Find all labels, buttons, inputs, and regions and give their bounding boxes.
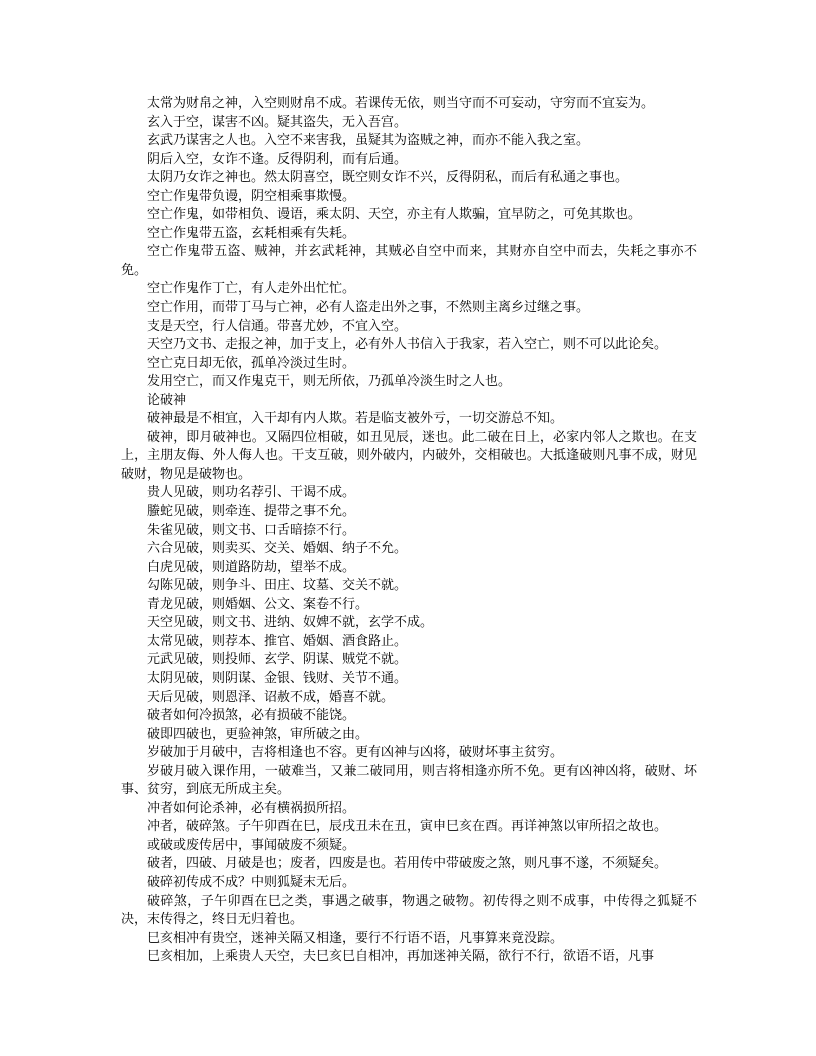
paragraph: 朱雀见破，则文书、口舌暗捺不行。	[147, 522, 356, 538]
paragraph: 贵人见破，则功名荐引、干谒不成。	[147, 485, 356, 501]
paragraph: 破神，即月破神也。又隔四位相破，如丑见辰，迷也。此二破在日上，必家内邻人之欺也。在支上，主朋友侮、外人侮人也。干支互破，则外破内，内破外，交相破也。大抵逢破则凡事不成，财见破财，物见是破物也。	[121, 429, 697, 482]
paragraph: 冲者，破碎煞。子午卯酉在巳，辰戌丑未在丑，寅申巳亥在酉。再详神煞以审所招之故也。	[147, 819, 668, 835]
paragraph: 青龙见破，则婚姻、公文、案卷不行。	[147, 596, 369, 612]
paragraph: 空亡作鬼，如带相负、谩语，乘太阴、天空，亦主有人欺骗，宜早防之，可免其欺也。	[147, 207, 642, 223]
paragraph: 论破神	[147, 392, 187, 408]
paragraph: 元武见破，则投师、玄学、阴谋、贼党不就。	[147, 652, 408, 668]
paragraph: 破神最是不相宜，入干却有内人欺。若是临支被外亏，一切交游总不知。	[147, 411, 564, 427]
paragraph: 玄武乃谋害之人也。入空不来害我，虽疑其为盗贼之神，而亦不能入我之室。	[147, 133, 590, 149]
paragraph: 勾陈见破，则争斗、田庄、坟墓、交关不就。	[147, 578, 408, 594]
paragraph: 岁破加于月破中，吉将相逢也不容。更有凶神与凶将，破财坏事主贫穷。	[147, 745, 564, 761]
paragraph: 空亡作用，而带丁马与亡神，必有人盗走出外之事，不然则主离乡过继之事。	[147, 300, 590, 316]
paragraph: 玄入于空，谋害不凶。疑其盗失，无入吾宫。	[147, 114, 408, 130]
paragraph: 破碎煞，子午卯酉在巳之类，事遇之破事，物遇之破物。初传得之则不成事，中传得之狐疑不决，末传得之，终日无归着也。	[121, 893, 697, 928]
paragraph: 空亡克日却无依，孤单冷淡过生时。	[147, 355, 356, 371]
paragraph: 空亡作鬼带五盗、贼神，并玄武耗神，其贼必自空中而来，其财亦自空中而去，失耗之事亦不免。	[121, 244, 697, 278]
paragraph: 空亡作鬼作丁亡，有人走外出忙忙。	[147, 281, 356, 297]
paragraph: 或破或废传居中，事闻破废不须疑。	[147, 837, 356, 853]
paragraph: 天空见破，则文书、进纳、奴婢不就，玄学不成。	[147, 615, 434, 631]
paragraph: 空亡作鬼带五盗，玄耗相乘有失耗。	[147, 225, 356, 241]
paragraph: 冲者如何论杀神，必有横祸损所招。	[147, 800, 356, 816]
paragraph: 破者如何冷损煞，必有损破不能饶。	[147, 708, 356, 724]
paragraph: 空亡作鬼带负谩，阴空相乘事欺慢。	[147, 188, 356, 204]
paragraph: 破碎初传成不成？中则狐疑末无后。	[147, 874, 356, 890]
paragraph: 白虎见破，则道路防劫，望举不成。	[147, 559, 356, 575]
paragraph: 阴后入空，女诈不逢。反得阴利，而有后通。	[147, 151, 408, 167]
paragraph: 天空乃文书、走报之神，加于支上，必有外人书信入于我家，若入空亡，则不可以此论矣。	[147, 337, 668, 353]
paragraph: 岁破月破入课作用，一破难当，又兼二破同用，则吉将相逢亦所不免。更有凶神凶将，破财、坏事、贫穷，到底无所成主矣。	[121, 763, 697, 798]
paragraph: 六合见破，则卖买、交关、婚姻、纳子不允。	[147, 541, 408, 557]
paragraph: 巳亥相加，上乘贵人天空，夫巳亥巳自相冲，再加迷神关隔，欲行不行，欲语不语，凡事	[147, 949, 655, 965]
paragraph: 太常见破，则荐本、推官、婚姻、酒食路止。	[147, 633, 408, 649]
paragraph: 发用空亡，而又作鬼克干，则无所依，乃孤单冷淡生时之人也。	[147, 374, 512, 390]
paragraph: 破者，四破、月破是也；废者，四废是也。若用传中带破废之煞，则凡事不遂，不须疑矣。	[147, 856, 668, 872]
paragraph: 破即四破也，更验神煞，审所破之由。	[147, 726, 369, 742]
paragraph: 天后见破，则恩泽、诏赦不成，婚喜不就。	[147, 689, 395, 705]
paragraph: 巳亥相冲有贵空，迷神关隔又相逢，要行不行语不语，凡事算来竟没踪。	[147, 930, 564, 946]
document-page	[121, 95, 697, 967]
paragraph: 太阴见破，则阴谋、金银、钱财、关节不通。	[147, 670, 408, 686]
paragraph: 太阴乃女诈之神也。然太阴喜空，既空则女诈不兴，反得阴私，而后有私通之事也。	[147, 170, 629, 186]
paragraph: 支是天空，行人信通。带喜尤妙，不宜入空。	[147, 318, 408, 334]
paragraph: 螣蛇见破，则牵连、提带之事不允。	[147, 504, 356, 520]
paragraph: 太常为财帛之神，入空则财帛不成。若课传无依，则当守而不可妄动，守穷而不宜妄为。	[147, 96, 655, 111]
